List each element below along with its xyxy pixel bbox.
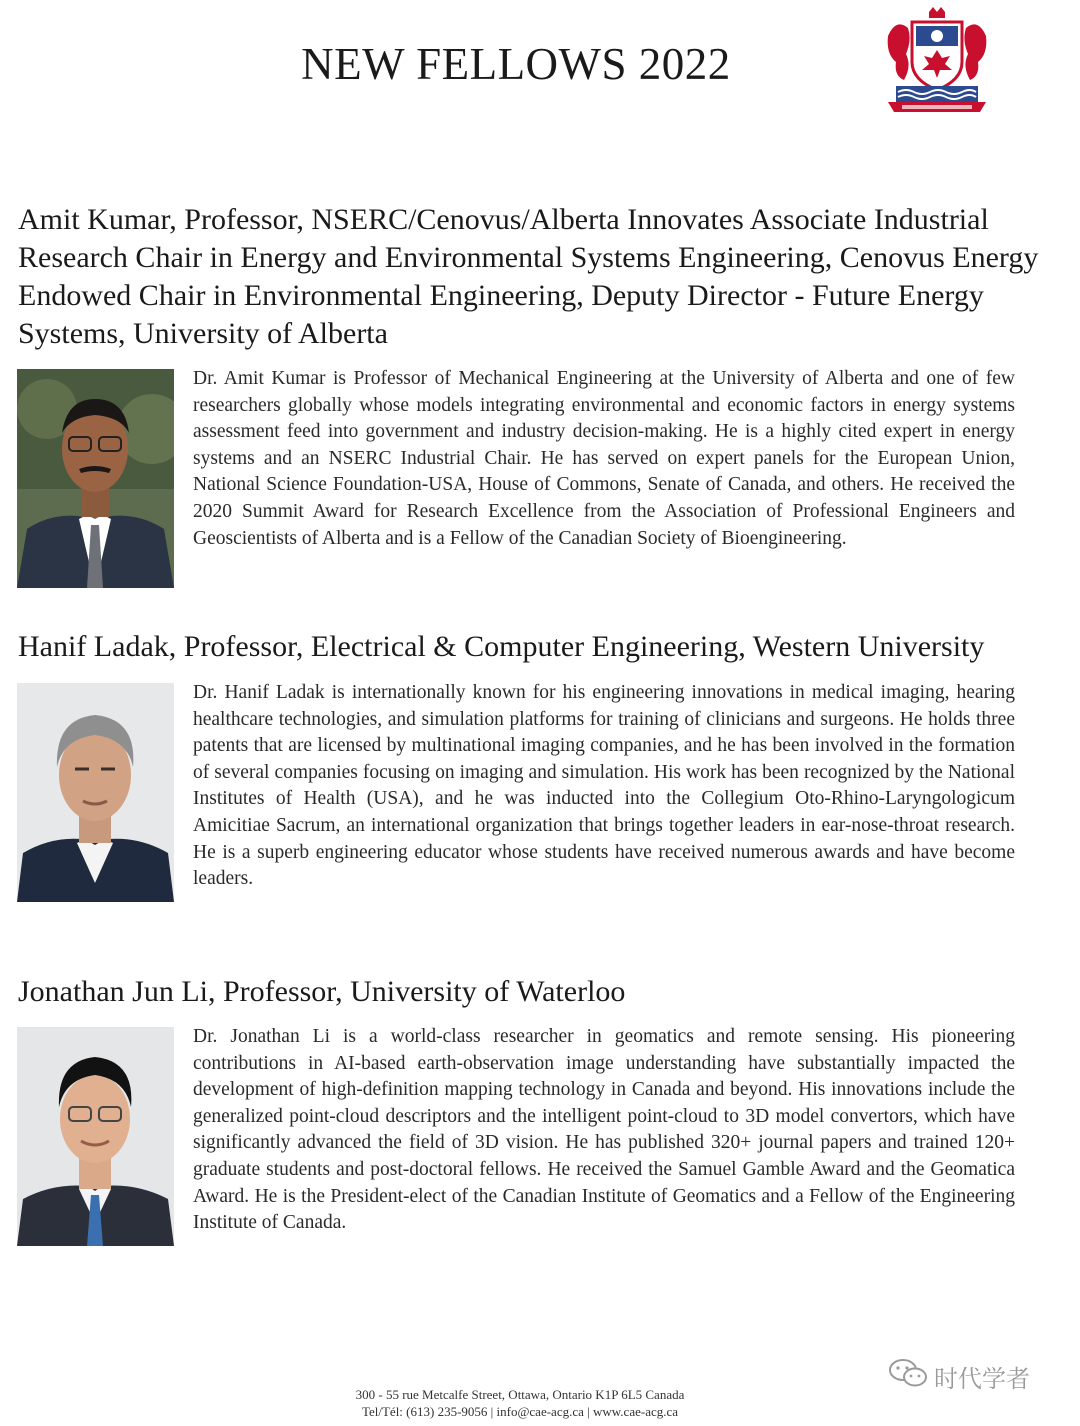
- fellow-heading: Amit Kumar, Professor, NSERC/Cenovus/Alberta Innovates Associate Industrial Research Chair in Energy and Environmental Systems Engineering, Cenovus Energy Endowed Chair in Environmental Engineering, Deputy Director - Future Energy Systems, University of Alberta: [18, 203, 1039, 350]
- coat-of-arms-icon: [882, 6, 992, 114]
- fellow-heading: Jonathan Jun Li, Professor, University of Waterloo: [18, 975, 626, 1008]
- fellow-bio: Dr. Amit Kumar is Professor of Mechanical Engineering at the University of Alberta and one of few researchers globally whose models integrating environmental and economic factors in energy systems assessment feed into government and industry decision-making. He is a highly cited expert in energy systems and an NSERC Industrial Chair. He has served on expert panels for the European Union, National Science Foundation-USA, House of Commons, Senate of Canada, and others. He received the 2020 Summit Award for Research Excellence from the Association of Professional Engineers and Geoscientists of Alberta and is a Fellow of the Canadian Society of Bioengineering.: [193, 368, 1015, 549]
- page-title: NEW FELLOWS 2022: [301, 39, 731, 89]
- watermark-text: 时代学者: [934, 1364, 1030, 1393]
- watermark: [888, 1357, 1030, 1395]
- footer-contact: Tel/Tél: (613) 235-9056 | info@cae-acg.ca | www.cae-acg.ca: [361, 1404, 679, 1419]
- fellow-photo: [17, 369, 174, 588]
- fellow-heading: Hanif Ladak, Professor, Electrical & Computer Engineering, Western University: [18, 630, 985, 663]
- footer-address: 300 - 55 rue Metcalfe Street, Ottawa, Ontario K1P 6L5 Canada: [355, 1387, 685, 1402]
- fellow-photo: [17, 683, 174, 902]
- fellow-bio: Dr. Jonathan Li is a world-class researcher in geomatics and remote sensing. His pioneering contributions in AI-based earth-observation image understanding have substantially impacted the development of high-definition mapping technology in Canada and beyond. His innovations include the generalized point-cloud descriptors and the intelligent point-cloud to 3D model convertors, which have significantly advanced the field of 3D vision. He has published 320+ journal papers and trained 120+ graduate students and post-doctoral fellows. He received the Samuel Gamble Award and the Geomatica Award. He is the President-elect of the Canadian Institute of Geomatics and a Fellow of the Engineering Institute of Canada.: [193, 1026, 1015, 1234]
- footer: [250, 1386, 790, 1420]
- fellow-photo: [17, 1027, 174, 1246]
- wechat-icon: [888, 1357, 928, 1395]
- fellow-bio: Dr. Hanif Ladak is internationally known for his engineering innovations in medical imaging, hearing healthcare technologies, and simulation platforms for training of clinicians and surgeons. He holds three patents that are licensed by multinational imaging companies, and he has been involved in the formation of several companies focusing on imaging and simulation. His work has been recognized by the National Institutes of Health (USA), and he was inducted into the Collegium Oto-Rhino-Laryngologicum Amicitiae Sacrum, an international organization that brings together leaders in ear-nose-throat research. He is a superb engineering educator whose students have received numerous awards and have become leaders.: [193, 682, 1015, 890]
